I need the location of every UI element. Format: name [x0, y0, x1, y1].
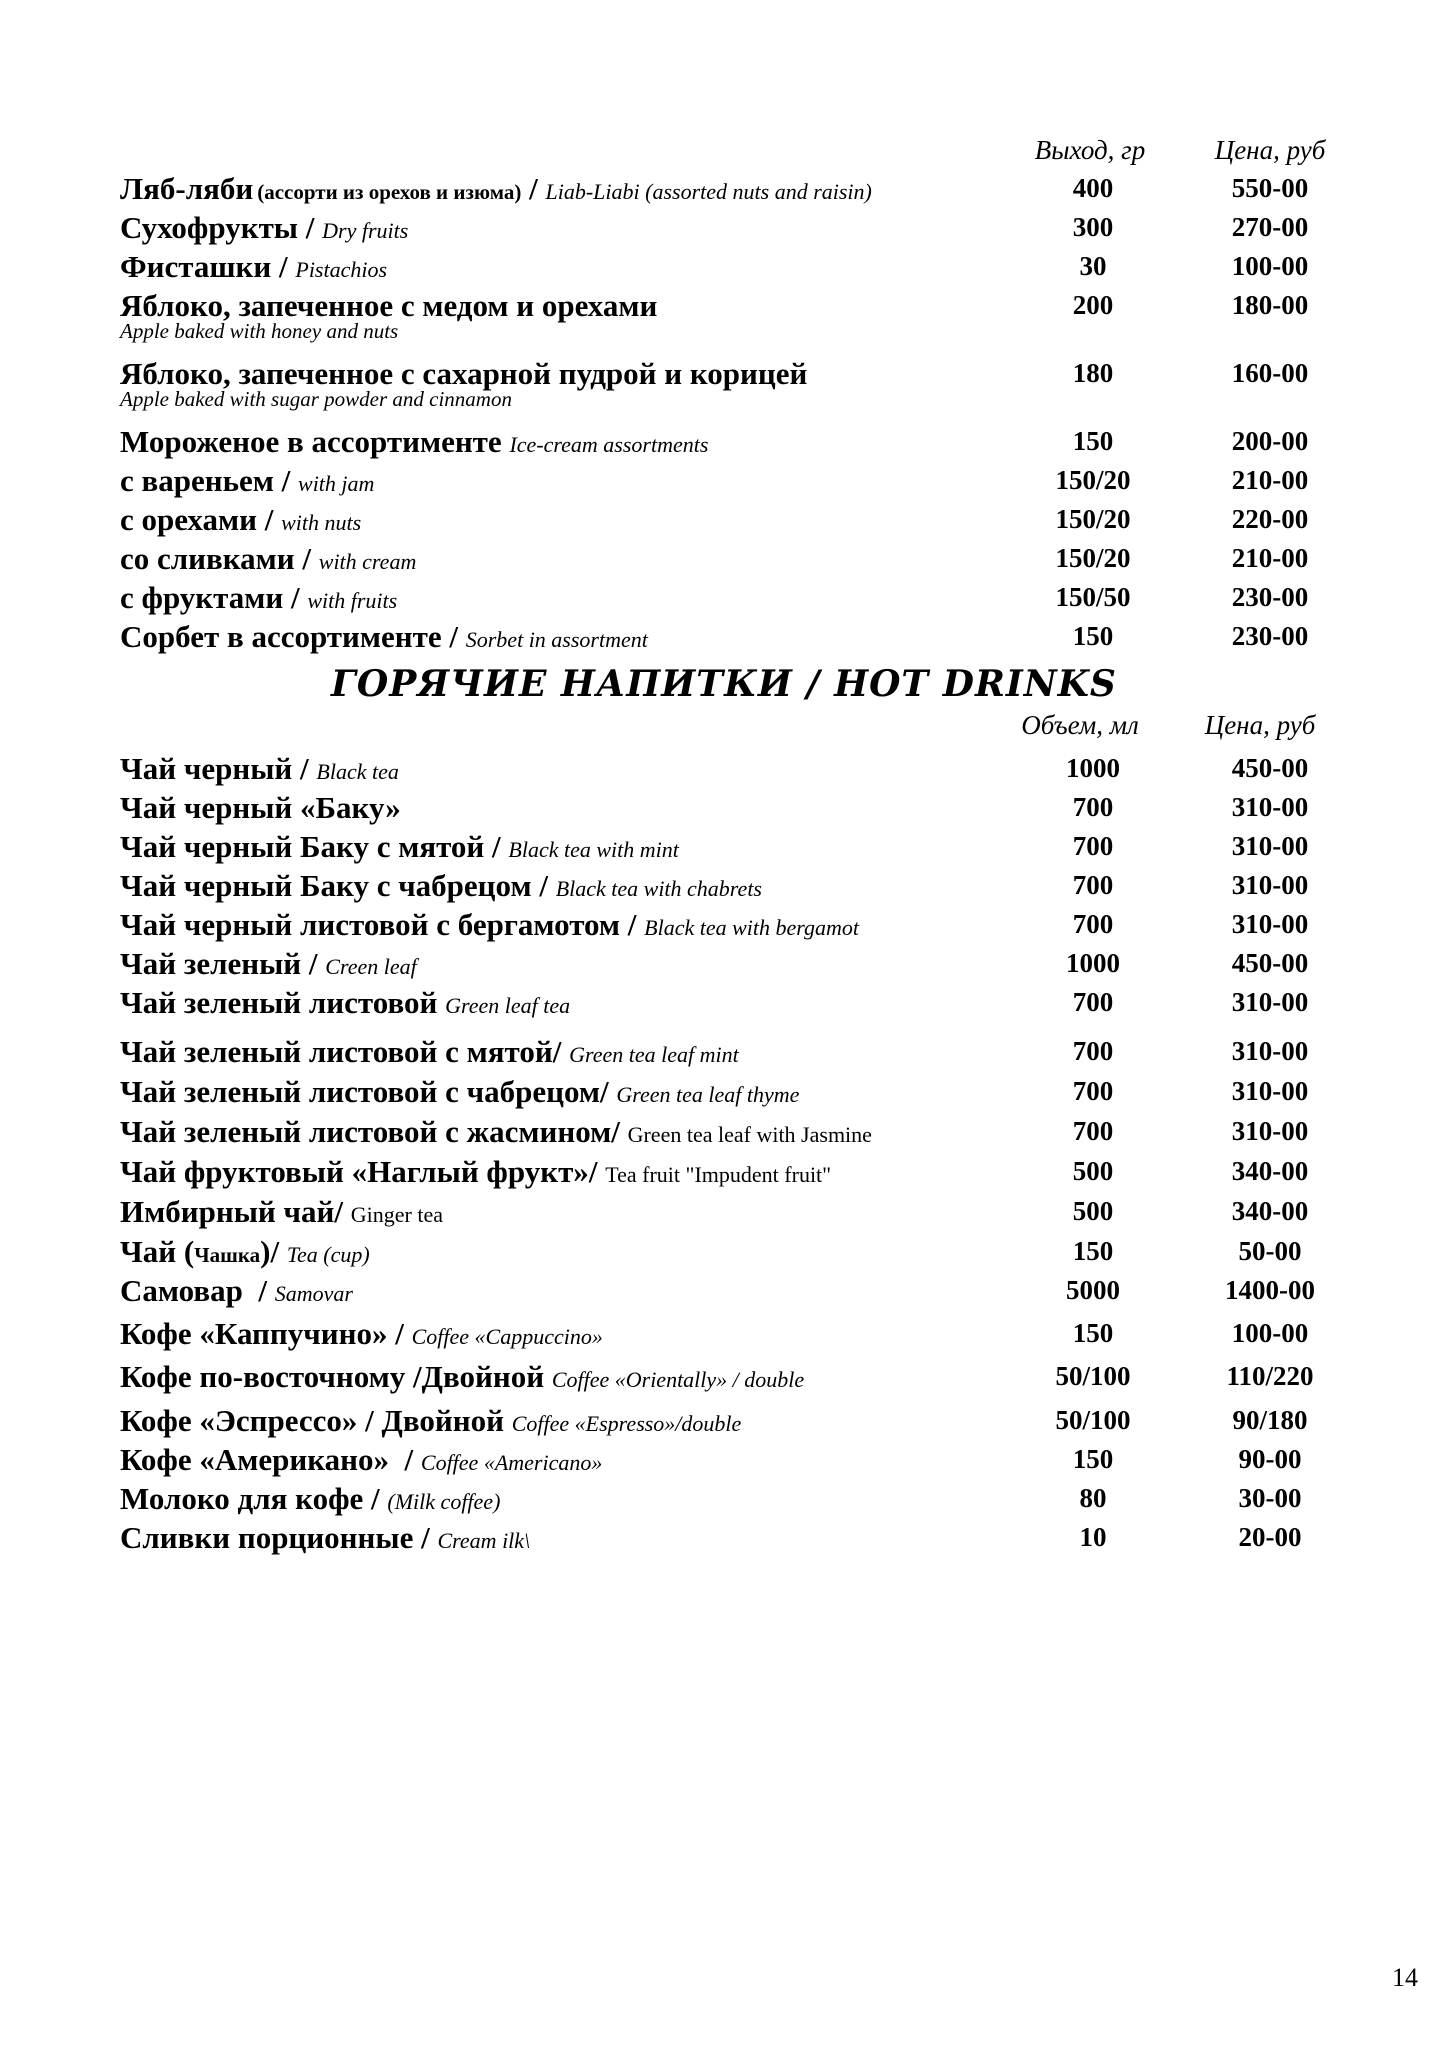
item-name-en: Sorbet in assortment [465, 627, 648, 652]
item-volume: 700 [1072, 1116, 1114, 1146]
item-separator [544, 1359, 552, 1394]
menu-item-row [120, 536, 1340, 574]
menu-item-name [120, 426, 708, 457]
page-number: 14 [1392, 1963, 1418, 1992]
item-note-ru: Чашка [194, 1243, 261, 1267]
item-price: 310-00 [1231, 1116, 1309, 1146]
item-name-ru: Чай зеленый листовой с жасмином [120, 1114, 612, 1149]
item-name-ru: Сорбет в ассортименте [120, 619, 442, 654]
item-volume: 150 [1072, 1318, 1114, 1348]
item-name-ru: Чай черный «Баку» [120, 790, 401, 825]
item-name-ru: Ляб-ляби [120, 171, 254, 206]
item-translation: Apple baked with sugar powder and cinnamon [120, 387, 512, 411]
item-volume: 150/20 [1055, 465, 1131, 495]
menu-item-row [120, 1437, 1340, 1475]
menu-item-row [120, 1229, 1340, 1267]
menu-item-row [120, 941, 1340, 979]
menu-item-name [120, 1236, 370, 1267]
item-price: 450-00 [1231, 753, 1309, 783]
item-volume: 50/100 [1055, 1405, 1131, 1435]
item-name-ru: Чай зеленый листовой [120, 985, 438, 1020]
item-price: 100-00 [1231, 1318, 1309, 1348]
item-volume: 300 [1072, 212, 1114, 242]
item-name-ru: Сухофрукты [120, 210, 299, 245]
menu-item-name [120, 1156, 831, 1187]
item-price: 310-00 [1231, 1076, 1309, 1106]
price-header: Цена, руб [1214, 135, 1326, 165]
hot-drinks-price-header: Цена, руб [1204, 710, 1316, 740]
item-name-ru: Кофе «Американо» [120, 1442, 390, 1477]
menu-item-name [120, 1522, 530, 1553]
item-name-ru: Чай черный Баку с мятой [120, 829, 485, 864]
menu-item-row [120, 1515, 1340, 1553]
item-name-en: with jam [298, 471, 375, 496]
item-name-ru-suffix: )/ [260, 1234, 280, 1269]
menu-item-name [120, 909, 859, 940]
item-volume: 700 [1072, 792, 1114, 822]
menu-item-row [120, 1189, 1340, 1227]
item-volume: 700 [1072, 831, 1114, 861]
menu-item-row [120, 205, 1340, 243]
item-volume: 5000 [1066, 1275, 1120, 1305]
menu-item-row [120, 1069, 1340, 1107]
item-name-en: Liab-Liabi (assorted nuts and raisin) [545, 179, 872, 204]
item-separator [279, 1234, 287, 1269]
item-separator: / [521, 171, 546, 206]
item-volume: 10 [1079, 1522, 1107, 1552]
menu-item-row [120, 497, 1340, 535]
item-name-en: Ginger tea [350, 1202, 443, 1227]
item-volume: 50/100 [1055, 1361, 1131, 1391]
menu-item-row [120, 1109, 1340, 1147]
menu-item-name [120, 987, 570, 1018]
item-separator: / [256, 502, 282, 537]
item-price: 90/180 [1232, 1405, 1308, 1435]
item-name-en: with fruits [307, 588, 398, 613]
item-separator: / [611, 1114, 628, 1149]
item-price: 200-00 [1231, 426, 1309, 456]
item-name-ru: Фисташки [120, 249, 272, 284]
item-volume: 150 [1072, 621, 1114, 651]
item-price: 210-00 [1231, 465, 1309, 495]
item-name-ru: Самовар [120, 1273, 243, 1308]
item-volume: 200 [1072, 290, 1114, 320]
menu-item-name [120, 1483, 500, 1514]
menu-item-name [120, 582, 397, 613]
item-name-en: Black tea [316, 759, 399, 784]
item-name-en: Tea fruit "Impudent fruit" [605, 1162, 832, 1187]
item-name-en: Black tea with bergamot [644, 915, 860, 940]
item-separator: / [283, 580, 308, 615]
menu-item-row [120, 575, 1340, 613]
menu-item-name [120, 543, 416, 574]
item-separator: / [298, 210, 323, 245]
menu-item-name [120, 948, 417, 979]
item-price: 110/220 [1226, 1361, 1314, 1391]
item-name-ru: Яблоко, запеченное с медом и орехами [120, 288, 658, 323]
item-name-en: Coffee «Cappuccino» [411, 1324, 603, 1349]
item-volume: 700 [1072, 1036, 1114, 1066]
item-name-ru: со сливками [120, 541, 295, 576]
item-name-en: Coffee «Orientally» / double [551, 1367, 805, 1392]
item-volume: 150/50 [1055, 582, 1131, 612]
menu-item-row [120, 785, 1340, 823]
item-name-ru: Молоко для кофе / [120, 1481, 380, 1516]
item-separator [548, 868, 556, 903]
item-name-ru: Чай черный / [120, 751, 309, 786]
item-name-en: Ice-cream assortments [509, 432, 709, 457]
item-price: 310-00 [1231, 909, 1309, 939]
item-volume: 700 [1072, 909, 1114, 939]
menu-item-row [120, 1268, 1340, 1306]
item-volume: 700 [1072, 870, 1114, 900]
menu-item-row [120, 419, 1340, 457]
item-separator: / [484, 829, 509, 864]
item-name-ru: с фруктами [120, 580, 284, 615]
item-translation: Apple baked with honey and nuts [120, 319, 399, 343]
item-name-ru: Кофе по-восточному /Двойной [120, 1359, 545, 1394]
item-name-ru: Мороженое в ассортименте [120, 424, 502, 459]
item-separator: / [389, 1442, 421, 1477]
item-name-en: Black tea with mint [508, 837, 679, 862]
item-name-ru: Чай зеленый / [120, 946, 318, 981]
item-separator: / [552, 1034, 570, 1069]
item-volume: 1000 [1066, 753, 1120, 783]
menu-item-name [120, 1318, 603, 1349]
menu-item-name [120, 753, 399, 784]
item-name-en: Samovar [274, 1281, 353, 1306]
item-price: 310-00 [1231, 792, 1309, 822]
item-note-ru: (ассорти из орехов и изюма) [257, 180, 522, 204]
menu-item-name [120, 504, 361, 535]
item-price: 180-00 [1231, 290, 1309, 320]
item-name-en: Green tea leaf thyme [616, 1082, 800, 1107]
item-volume: 150 [1072, 1236, 1114, 1266]
item-separator: / [620, 907, 645, 942]
menu-item-name [120, 621, 648, 652]
item-name-ru: с вареньем [120, 463, 274, 498]
item-volume: 700 [1072, 1076, 1114, 1106]
item-price: 230-00 [1231, 582, 1309, 612]
menu-item-name [120, 792, 401, 823]
item-name-ru: Кофе «Эспрессо» / Двойной [120, 1403, 504, 1438]
item-name-ru: с орехами [120, 502, 257, 537]
item-name-ru: Чай зеленый листовой с чабрецом [120, 1074, 600, 1109]
item-name-en: Tea (cup) [286, 1242, 370, 1267]
item-name-en: Green tea leaf with Jasmine [627, 1122, 872, 1147]
menu-item-name [120, 1076, 799, 1107]
menu-item-row [120, 1149, 1340, 1187]
item-price: 310-00 [1231, 870, 1309, 900]
item-name-en: Coffee «Espresso»/double [511, 1411, 742, 1436]
menu-item-row [120, 1311, 1340, 1349]
item-volume: 1000 [1066, 948, 1120, 978]
item-price: 160-00 [1231, 358, 1309, 388]
menu-item-name [120, 870, 762, 901]
item-price: 50-00 [1238, 1236, 1302, 1266]
item-volume: 150 [1072, 426, 1114, 456]
menu-item-row [120, 824, 1340, 862]
item-price: 220-00 [1231, 504, 1309, 534]
menu-item-row [120, 902, 1340, 940]
item-price: 210-00 [1231, 543, 1309, 573]
item-separator: / [271, 249, 296, 284]
item-name-ru: Яблоко, запеченное с сахарной пудрой и корицей [120, 356, 808, 391]
item-name-en: Green leaf tea [445, 993, 571, 1018]
item-name-en: (Milk coffee) [387, 1489, 501, 1514]
item-name-en: with cream [318, 549, 417, 574]
item-separator: / [273, 463, 299, 498]
item-name-en: Coffee «Americano» [420, 1450, 603, 1475]
menu-item-name [120, 1275, 353, 1306]
item-volume: 500 [1072, 1156, 1114, 1186]
item-volume: 150/20 [1055, 543, 1131, 573]
item-name-ru: Чай фруктовый «Наглый фрукт» [120, 1154, 589, 1189]
menu-item-row [120, 1354, 1340, 1392]
item-separator: / [413, 1520, 438, 1555]
item-volume: 500 [1072, 1196, 1114, 1226]
menu-item-name [120, 1444, 602, 1475]
menu-item-name [120, 1116, 872, 1147]
item-price: 310-00 [1231, 987, 1309, 1017]
item-volume: 180 [1072, 358, 1114, 388]
item-name-ru: Чай ( [120, 1234, 195, 1269]
item-volume: 700 [1072, 987, 1114, 1017]
item-name-ru: Чай зеленый листовой с мятой [120, 1034, 553, 1069]
item-separator: / [600, 1074, 617, 1109]
item-price: 310-00 [1231, 831, 1309, 861]
menu-item-row [120, 1476, 1340, 1514]
item-price: 230-00 [1231, 621, 1309, 651]
menu-item-name [120, 1196, 443, 1227]
item-name-en: Cream ilk\ [437, 1528, 531, 1553]
menu-item-name [120, 831, 679, 862]
menu-item-row [120, 351, 1340, 411]
menu-item-row [120, 980, 1340, 1018]
item-separator [404, 1316, 412, 1351]
item-price: 340-00 [1231, 1156, 1309, 1186]
item-price: 30-00 [1238, 1483, 1302, 1513]
item-name-ru: Чай черный Баку с чабрецом / [120, 868, 548, 903]
menu-item-row [120, 166, 1340, 204]
volume-header: Выход, гр [1034, 135, 1146, 165]
item-separator: / [242, 1273, 275, 1308]
item-name-en: Pistachios [295, 257, 388, 282]
item-volume: 150/20 [1055, 504, 1131, 534]
item-separator: / [334, 1194, 351, 1229]
hot-drinks-volume-header: Объем, мл [1021, 710, 1139, 740]
item-name-en: Creen leaf [325, 954, 417, 979]
menu-item-row [120, 746, 1340, 784]
item-separator: / [588, 1154, 606, 1189]
menu-item-name [120, 1036, 739, 1067]
item-name-en: Dry fruits [322, 218, 409, 243]
item-name-ru: Кофе «Каппучино» / [120, 1316, 404, 1351]
menu-item-name [120, 1405, 741, 1436]
menu-item-row [120, 458, 1340, 496]
menu-item-row [120, 1029, 1340, 1067]
menu-item-name [120, 173, 872, 204]
menu-item-name [120, 358, 807, 389]
menu-item-row [120, 244, 1340, 282]
item-name-en: with nuts [281, 510, 362, 535]
item-volume: 400 [1072, 173, 1114, 203]
item-price: 90-00 [1238, 1444, 1302, 1474]
menu-item-row [120, 863, 1340, 901]
item-separator [437, 985, 445, 1020]
item-price: 340-00 [1231, 1196, 1309, 1226]
menu-item-name [120, 1361, 804, 1392]
item-price: 100-00 [1231, 251, 1309, 281]
item-price: 450-00 [1231, 948, 1309, 978]
menu-item-row [120, 614, 1340, 652]
item-name-ru: Сливки порционные [120, 1520, 414, 1555]
menu-item-name [120, 212, 408, 243]
item-name-en: Black tea with chabrets [555, 876, 762, 901]
menu-item-row [120, 283, 1340, 343]
hot-drinks-title: ГОРЯЧИЕ НАПИТКИ / HOT DRINKS [331, 663, 1117, 705]
item-price: 1400-00 [1225, 1275, 1315, 1305]
item-price: 550-00 [1231, 173, 1309, 203]
item-separator: / [294, 541, 319, 576]
menu-item-name [120, 290, 657, 321]
item-name-ru: Имбирный чай [120, 1194, 335, 1229]
item-price: 20-00 [1238, 1522, 1302, 1552]
item-name-en: Green tea leaf mint [569, 1042, 739, 1067]
item-separator [504, 1403, 512, 1438]
menu-item-row [120, 1398, 1340, 1436]
item-name-ru: Чай черный листовой с бергамотом [120, 907, 621, 942]
item-volume: 30 [1079, 251, 1107, 281]
item-volume: 150 [1072, 1444, 1114, 1474]
item-price: 270-00 [1231, 212, 1309, 242]
item-volume: 80 [1079, 1483, 1107, 1513]
item-price: 310-00 [1231, 1036, 1309, 1066]
menu-item-name [120, 251, 387, 282]
menu-item-name [120, 465, 374, 496]
item-separator: / [441, 619, 466, 654]
